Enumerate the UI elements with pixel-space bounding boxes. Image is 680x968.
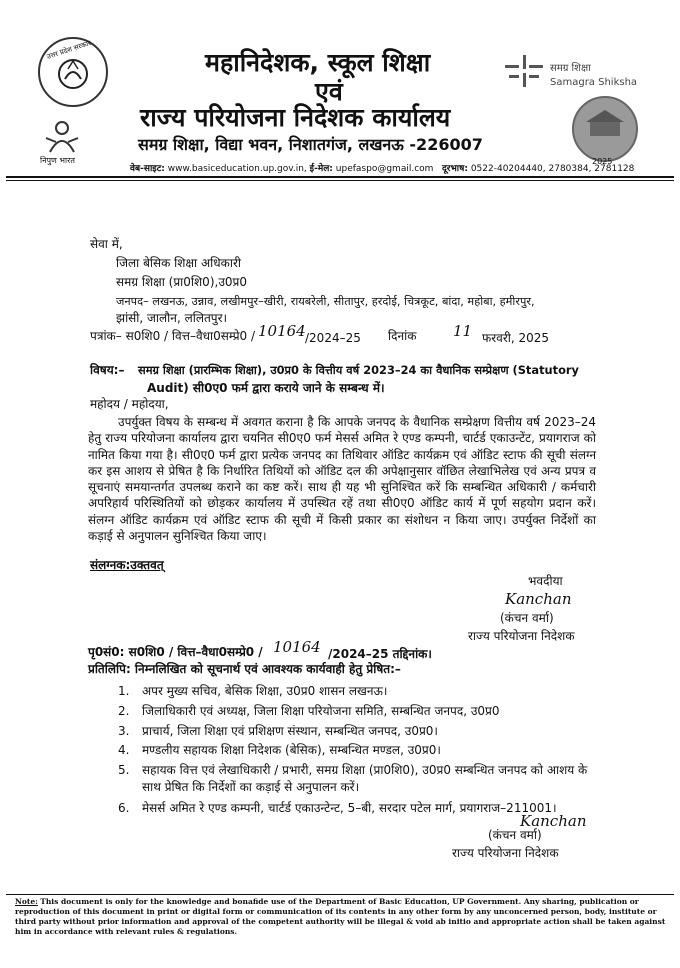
list-num-6: 6. bbox=[118, 801, 130, 815]
signatory-designation-1: राज्य परियोजना निदेशक bbox=[468, 629, 575, 643]
seva-mein: सेवा में, bbox=[90, 237, 123, 251]
footer-rule bbox=[6, 894, 674, 895]
copy-ref-year: /2024–25 तद्दिनांक। bbox=[328, 647, 432, 661]
copy-ref-label: पृ0सं0: स0शि0 / वित्त–वैधा0सम्प्रे0 / bbox=[88, 645, 263, 659]
email-label: ई-मेल: bbox=[309, 164, 333, 174]
website: www.basiceducation.up.gov.in, bbox=[167, 164, 307, 174]
nipun-bharat-label: निपुण भारत bbox=[40, 156, 75, 165]
signatory-name-1: (कंचन वर्मा) bbox=[500, 611, 554, 625]
patrank-number: 10164 bbox=[258, 322, 306, 340]
phone: 0522-40204440, 2780384, 2781128 bbox=[470, 164, 635, 174]
addressee-line2: समग्र शिक्षा (प्रा0शि0),उ0प्र0 bbox=[116, 275, 247, 289]
body-paragraph: उपर्युक्त विषय के सम्बन्ध में अवगत कराना है कि आपके जनपद के वैधानिक सम्प्रेक्षण वित्तीय वर्ष 2023–24 हेतु राज्य परियोजना कार्यालय द्वारा चयनित सी0ए0 फर्म मेसर्स अमित रे एण्ड कम्पनी, चार्टर्ड एकाउन्टेंट, प्रयागराज को नामित किया गया है। सी0ए0 फर्म द्वारा प्रत्येक जनपद का तिथिवार ऑडिट कार्यक्रम एवं ऑडिट स्टाफ की सूची संलग्न कर इस आशय से प्रेषित है कि निर्धारित तिथियों को ऑडिट दल की अपेक्षानुसार वॉछित लेखाभिलेख एवं अन्य प्रपत्र व सूचनाएं समयान्तर्गत उपलब्ध कराने का कष्ट करें। साथ ही यह भी सुनिश्चित करें कि सम्बन्धित अधिकारी / कर्मचारी अपरिहार्य परिस्थितियों को छोड़कर कार्यालय में उपस्थित रहें तथा सी0ए0 ऑडिट कार्य में पूर्ण सहयोग प्रदान करें। संलग्न ऑडिट कार्यक्रम एवं ऑडिट स्टाफ की सूची में किसी प्रकार का संशोधन न किया जाए। उपर्युक्त निर्देशों का कड़ाई से अनुपालन सुनिश्चित किया जाए। bbox=[88, 415, 596, 544]
footer-text: This document is only for the knowledge and bonafide use of the Department of Basic Education, UP Government. Any sharing, publication or reproduction of this document in print or digital form or communication of its contents in any other form by any unconcerned person, body, institute or third party without prior information and approval of the competent authority will be illegal & void ab initio and appropriate action shall be taken against him in accordance with relevant rules & regulations. bbox=[15, 897, 666, 936]
signature-1: Kanchan bbox=[505, 590, 572, 608]
contact-line bbox=[130, 161, 634, 174]
copy-ref-number: 10164 bbox=[273, 638, 321, 656]
samagra-hindi-label: समग्र शिक्षा bbox=[550, 63, 591, 74]
list-num-3: 3. bbox=[118, 724, 130, 738]
subject-text-2: Audit) सी0ए0 फर्म द्वारा कराये जाने के सम्बन्ध में। bbox=[147, 381, 385, 395]
enclosure: संलग्नक:उक्तवत् bbox=[90, 558, 164, 572]
school-building-icon bbox=[574, 98, 636, 160]
signature-2: Kanchan bbox=[520, 812, 587, 830]
header-rule bbox=[6, 176, 674, 178]
samagra-grid-icon bbox=[505, 55, 545, 87]
addressee-line1: जिला बेसिक शिक्षा अधिकारी bbox=[116, 256, 241, 270]
up-logo-text: उत्तर प्रदेश सरकार bbox=[45, 39, 93, 61]
bhavdiya: भवदीया bbox=[528, 574, 563, 588]
badge-year: 2025 bbox=[592, 157, 613, 166]
list-num-2: 2. bbox=[118, 704, 130, 718]
subject-label: विषय:– bbox=[90, 363, 125, 377]
addressee-line3: जनपद– लखनऊ, उन्नाव, लखीमपुर–खीरी, रायबरेली, सीतापुर, हरदोई, चित्रकूट, बांदा, महोबा, हमीरपुर, bbox=[116, 295, 535, 308]
header-address: समग्र शिक्षा, विद्या भवन, निशातगंज, लखनऊ -226007 bbox=[138, 135, 483, 154]
dinank-day: 11 bbox=[453, 322, 473, 340]
list-item: सहायक वित्त एवं लेखाधिकारी / प्रभारी, समग्र शिक्षा (प्रा0शि0), उ0प्र0 सम्बन्धित जनपद को आशय के साथ प्रेषित कि निर्देशों का कड़ाई से अनुपालन करें। bbox=[142, 763, 588, 794]
list-item: प्राचार्य, जिला शिक्षा एवं प्रशिक्षण संस्थान, सम्बन्धित जनपद, उ0प्र0। bbox=[142, 724, 438, 738]
list-num-4: 4. bbox=[118, 743, 130, 757]
signatory-designation-2: राज्य परियोजना निदेशक bbox=[452, 846, 559, 860]
list-item: जिलाधिकारी एवं अध्यक्ष, जिला शिक्षा परियोजना समिति, सम्बन्धित जनपद, उ0प्र0 bbox=[142, 704, 500, 718]
patrank-label: पत्रांक– स0शि0 / वित्त–वैधा0सम्प्रे0 / bbox=[90, 329, 256, 343]
header-title-3: राज्य परियोजना निदेशक कार्यालय bbox=[140, 103, 451, 132]
header-title-1: महानिदेशक, स्कूल शिक्षा bbox=[205, 48, 431, 77]
list-num-5: 5. bbox=[118, 763, 130, 777]
patrank-year: /2024–25 bbox=[305, 331, 361, 345]
web-label: वेब-साइट: bbox=[130, 164, 165, 174]
footer-label: Note: bbox=[15, 897, 38, 906]
phone-label: दूरभाष: bbox=[442, 164, 468, 174]
list-item: मण्डलीय सहायक शिक्षा निदेशक (बेसिक), सम्बन्धित मण्डल, उ0प्र0। bbox=[142, 743, 441, 757]
list-item: मेसर्स अमित रे एण्ड कम्पनी, चार्टर्ड एकाउन्टेन्ट, 5–बी, सरदार पटेल मार्ग, प्रयागराज–211001। bbox=[142, 801, 557, 815]
subject-text: समग्र शिक्षा (प्रारम्भिक शिक्षा), उ0प्र0 के वित्तीय वर्ष 2023–24 का वैधानिक सम्प्रेक्षण (Statutory bbox=[138, 363, 579, 377]
salutation: महोदय / महोदया, bbox=[90, 397, 169, 411]
addressee-line4: झांसी, जालौन, ललितपुर। bbox=[116, 311, 228, 325]
samagra-shiksha-logo bbox=[505, 55, 545, 87]
dinank-month-year: फरवरी, 2025 bbox=[482, 331, 550, 345]
nipun-bharat-logo bbox=[42, 118, 82, 154]
header-title-2: एवं bbox=[315, 77, 343, 106]
nipun-child-icon bbox=[42, 118, 82, 154]
dinank-label: दिनांक bbox=[388, 329, 417, 343]
footer-note bbox=[15, 897, 667, 937]
copy-heading: प्रतिलिपि: निम्नलिखित को सूचनार्थ एवं आवश्यक कार्यवाही हेतु प्रेषित:– bbox=[88, 662, 401, 676]
email: upefaspo@gmail.com bbox=[335, 164, 434, 174]
header-rule-thin bbox=[6, 180, 674, 181]
signatory-name-2: (कंचन वर्मा) bbox=[488, 828, 542, 842]
list-num-1: 1. bbox=[118, 684, 130, 698]
list-item: अपर मुख्य सचिव, बेसिक शिक्षा, उ0प्र0 शासन लखनऊ। bbox=[142, 684, 388, 698]
samagra-english-label: Samagra Shiksha bbox=[550, 77, 638, 88]
